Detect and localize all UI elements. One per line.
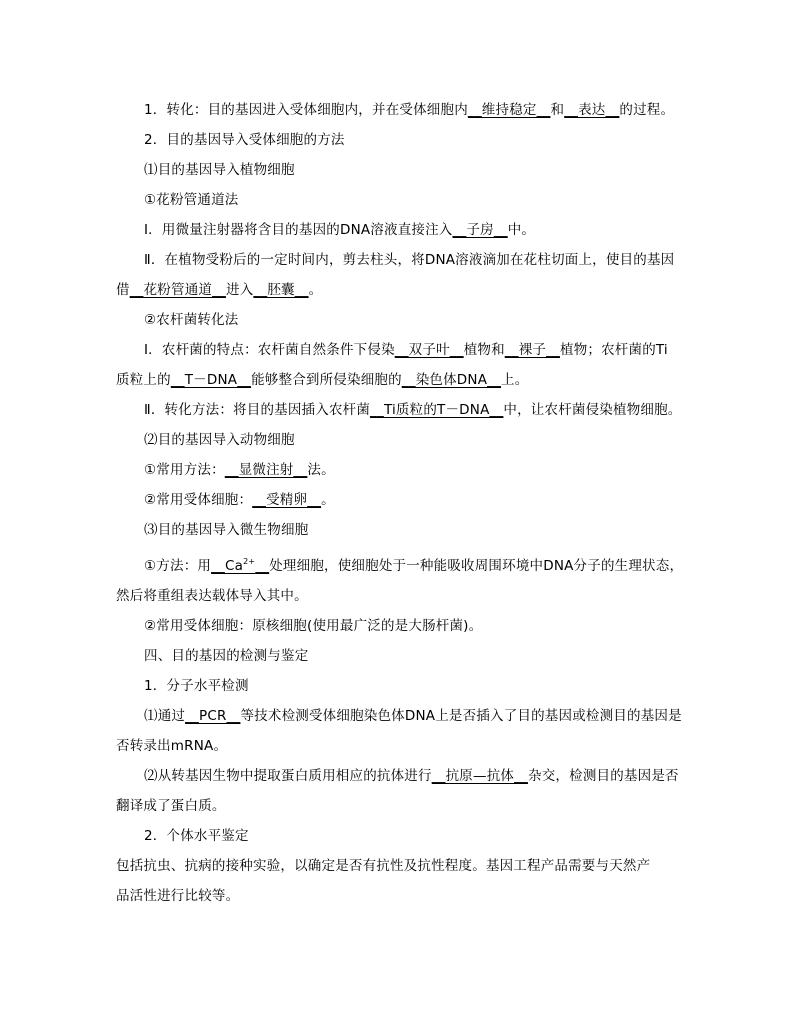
- paragraph-pcr-detection: [0, 706, 794, 726]
- paragraph-mrna-transcription: 否转录出mRNA。: [116, 738, 228, 754]
- text: ①方法：用: [144, 558, 212, 574]
- answer-blank: __受精卵__: [252, 492, 322, 508]
- answer-blank: $\_\_Ca^{2+}\_\_$: [211, 557, 270, 574]
- heading-import-methods: 2．目的基因导入受体细胞的方法: [144, 132, 345, 148]
- text: 中，让农杆菌侵染植物细胞。: [503, 402, 682, 418]
- heading-agrobacterium-method: ②农杆菌转化法: [144, 312, 239, 328]
- text: ②常用受体细胞：: [144, 492, 253, 508]
- paragraph-microbe-recipient-cell: ②常用受体细胞：原核细胞(使用最广泛的是大肠杆菌)。: [144, 618, 483, 634]
- superscript: 2+: [243, 557, 256, 566]
- heading-molecular-detection: 1．分子水平检测: [144, 678, 249, 694]
- answer-blank: __PCR__: [185, 708, 241, 724]
- text: 等技术检测受体细胞染色体DNA上是否插入了目的基因或检测目的基因是: [240, 708, 682, 724]
- answer-blank: __染色体DNA__: [401, 372, 502, 388]
- text: Ⅰ．农杆菌的特点：农杆菌自然条件下侵染: [144, 342, 395, 358]
- answer-blank: __T－DNA__: [170, 372, 252, 388]
- paragraph-pollen-tube-embryo-sac: [0, 280, 794, 300]
- paragraph-antigen-antibody: [0, 766, 794, 786]
- answer-blank: __抗原—抗体__: [431, 768, 529, 784]
- paragraph-transformation-definition: [0, 100, 794, 120]
- text: ⑴通过: [144, 708, 186, 724]
- paragraph-animal-common-method: [0, 460, 794, 480]
- text: 质粒上的: [116, 372, 171, 388]
- text: 上。: [501, 372, 529, 388]
- answer-blank: __子房__: [452, 222, 508, 238]
- text: 中。: [507, 222, 536, 238]
- text: 。: [308, 282, 323, 298]
- text: 杂交，检测目的基因是否: [528, 768, 679, 784]
- paragraph-protein-translation: 翻译成了蛋白质。: [116, 798, 226, 814]
- answer-blank: __显微注射__: [224, 462, 308, 478]
- text: Ⅱ．转化方法：将目的基因插入农杆菌: [144, 402, 371, 418]
- text: ①常用方法：: [144, 462, 225, 478]
- answer-blank: __裸子__: [504, 342, 560, 358]
- answer-blank: __花粉管通道__: [129, 282, 227, 298]
- paragraph-transformation-method: [0, 400, 794, 420]
- heading-pollen-tube-method: ①花粉管通道法: [144, 192, 239, 208]
- text: 借: [116, 282, 130, 298]
- paragraph-after-pollination: Ⅱ．在植物受粉后的一定时间内，剪去柱头，将DNA溶液滴加在花柱切面上，使目的基因: [144, 252, 675, 268]
- text: 处理细胞，使细胞处于一种能吸收周围环境中DNA分子的生理状态，: [269, 558, 684, 574]
- heading-animal-cells: ⑵目的基因导入动物细胞: [144, 432, 295, 448]
- heading-detection-identification: 四、目的基因的检测与鉴定: [144, 648, 309, 664]
- paragraph-activity-comparison: 品活性进行比较等。: [116, 888, 240, 904]
- text: ⑵从转基因生物中提取蛋白质用相应的抗体进行: [144, 768, 432, 784]
- answer-blank: __Ti质粒的T－DNA__: [370, 402, 504, 418]
- text: 的过程。: [619, 102, 675, 118]
- text: 植物和: [463, 342, 505, 358]
- text: 法。: [307, 462, 335, 478]
- text: 植物；农杆菌的Ti: [560, 342, 668, 358]
- text: Ⅰ．用微量注射器将含目的基因的DNA溶液直接注入: [144, 222, 453, 238]
- paragraph-agrobacterium-features: [0, 340, 794, 360]
- paragraph-introduce-vector: 然后将重组表达载体导入其中。: [116, 588, 308, 604]
- text: 1．转化：目的基因进入受体细胞内，并在受体细胞内: [144, 102, 468, 118]
- heading-individual-level: 2．个体水平鉴定: [144, 828, 249, 844]
- answer-blank: __维持稳定__: [467, 102, 551, 118]
- paragraph-inoculation-experiment: 包括抗虫、抗病的接种实验，以确定是否有抗性及抗性程度。基因工程产品需要与天然产: [116, 858, 651, 874]
- paragraph-calcium-treatment: [0, 556, 794, 576]
- text: 能够整合到所侵染细胞的: [251, 372, 402, 388]
- answer-blank: __胚囊__: [253, 282, 309, 298]
- paragraph-t-dna-integration: [0, 370, 794, 390]
- text: 和: [550, 102, 565, 118]
- paragraph-microinjection-ovary: [0, 220, 794, 240]
- text: 进入: [226, 282, 254, 298]
- answer-blank: __表达__: [564, 102, 620, 118]
- answer-blank: __双子叶__: [394, 342, 464, 358]
- heading-microbial-cells: ⑶目的基因导入微生物细胞: [144, 522, 309, 538]
- paragraph-animal-recipient-cell: [0, 490, 794, 510]
- heading-plant-cells: ⑴目的基因导入植物细胞: [144, 162, 295, 178]
- text: 。: [321, 492, 335, 508]
